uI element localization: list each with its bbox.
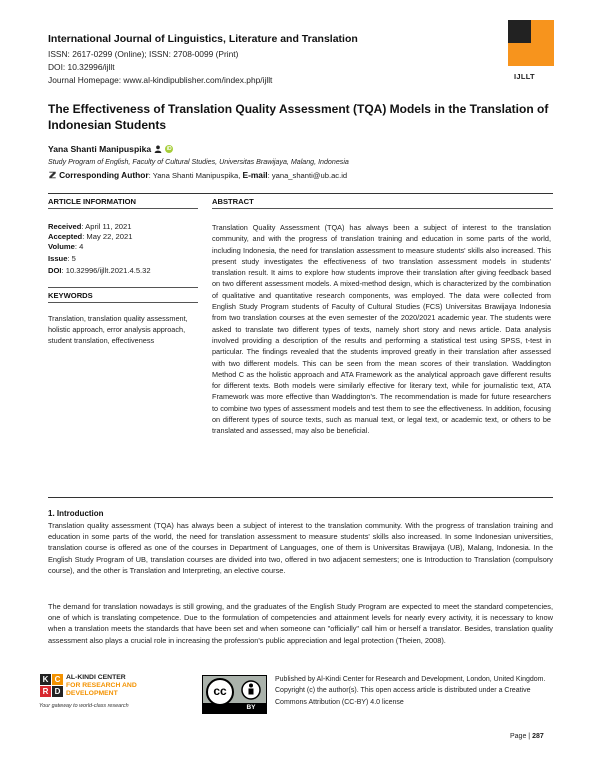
kindi-letter-d: D	[52, 686, 63, 697]
issue: Issue: 5	[48, 254, 76, 263]
journal-homepage[interactable]: Journal Homepage: www.al-kindipublisher.com/index.php/ijllt	[48, 75, 273, 85]
journal-title: International Journal of Linguistics, Literature and Translation	[48, 33, 358, 45]
journal-logo	[508, 20, 554, 86]
keywords-heading: KEYWORDS	[48, 291, 93, 300]
affiliation: Study Program of English, Faculty of Cultural Studies, Universitas Brawijaya, Malang, Indonesia	[48, 158, 349, 166]
divider-top	[48, 193, 553, 194]
page-number: 287	[532, 733, 544, 740]
corresponding-author	[48, 170, 347, 180]
cc-label: cc	[213, 684, 227, 698]
corresponding-icon	[48, 171, 57, 179]
section-heading-introduction: 1. Introduction	[48, 509, 104, 518]
divider-bottom	[48, 497, 553, 498]
kindi-letter-k: K	[40, 674, 51, 685]
page-label: Page |	[510, 733, 531, 740]
page-footer	[510, 733, 544, 740]
divider-abstract	[212, 208, 553, 209]
publisher-name-line1: AL-KINDI CENTER	[66, 674, 126, 681]
divider-keywords-top	[48, 287, 198, 288]
accepted-date: Accepted: May 22, 2021	[48, 232, 133, 241]
publisher-name-line2: FOR RESEARCH AND	[66, 682, 137, 689]
author-name: Yana Shanti Manipuspika	[48, 144, 152, 154]
kindi-letter-c: C	[52, 674, 63, 685]
article-title: The Effectiveness of Translation Quality Assessment (TQA) Models in the Translation of Indonesian Students	[48, 102, 549, 132]
logo-square-dark	[508, 20, 531, 43]
volume: Volume: 4	[48, 242, 84, 251]
orcid-icon[interactable]: iD	[166, 146, 172, 152]
journal-doi: DOI: 10.32996/ijllt	[48, 62, 115, 72]
corresponding-name: : Yana Shanti Manipuspika,	[148, 171, 241, 180]
abstract-text: Translation Quality Assessment (TQA) has always been a subject of interest to the translation community, and with the progress of translation training and education in some parts of the world, including Indonesia, the need for translation assessment to measure students' skills also increased. This present study investigates the effectiveness of two translation assessment models in students' translation result. It aims to explore how students improve their translation after giving feedback based on two different assessment models. A mixed-method design, which is characterized by the combination of qualitative and quantitative research components, was employed. The data were collected from English Study Program students of Faculty of Cultural Studies (FCS) Universitas Brawijaya Indonesia from two translation courses at the even semester of the 2020/2021 academic year. The students were asked to translate two different types of texts, namely short story and news article. Data analysis involved providing a description of the results and performing a statistical test using SPSS, t-test in particular. The findings revealed that the students improved greatly in their translation after assessed with two different models. This can be seen from the mean scores of their translation. Waddington Method C as the holistic approach and ATA Framework as the analytical approach gave different results for different texts. Both models were similarly effective for literary text, while for journalistic text, ATA Framework was more effective than Waddington's. The recommendation is made for future researchers to combine two types of assessment models and test them to see the effectiveness. In addition, focusing on different types of source texts, such as manual text, or legal text, or academic text, or others to be translated and assessed, may also be beneficial.	[212, 223, 551, 436]
publisher-logo	[36, 674, 196, 716]
article-info-heading: ARTICLE INFORMATION	[48, 197, 137, 206]
logo-square-orange-right	[531, 43, 554, 66]
cc-by-badge[interactable]	[202, 675, 267, 714]
corresponding-label: Corresponding Author	[59, 170, 149, 180]
intro-paragraph-2: The demand for translation nowadays is still growing, and the graduates of the English Study Program are expected to meet the standard competencies, one of which is translating competence. Due to the formulation of competencies and attainment levels for nearly every activity, it is necessary to know when a translation meets the standards that have been set and when someone can "officially" call him or herself a translator. Besides, translation quality assessment also plays a crucial role in increasing the profession's public appreciation and legal protection (Theien, 2008).	[48, 602, 553, 645]
publisher-name-line3: DEVELOPMENT	[66, 690, 118, 697]
intro-paragraph-1: Translation quality assessment (TQA) has always been a subject of interest to the translation community. With the progress of translation training and education in some parts of the world, the need for translation assessment to measure students' skills also increased. In some Indonesian universities, translation course is offered as one of the courses in Department of Languages, one of them is Universitas Brawijaya (UB), Malang, Indonesia. In the English Study Program of UB, translation courses are divided into two, offered in two adjacent semesters; one is Introduction to Translation (compulsory course), and the other is Translation and Interpreting, an elective course.	[48, 521, 553, 575]
keywords-text: Translation, translation quality assessment, holistic approach, error analysis approach, student translation, effectiveness	[48, 314, 188, 345]
person-icon	[154, 145, 162, 153]
email-address[interactable]: : yana_shanti@ub.ac.id	[267, 171, 348, 180]
abstract-heading: ABSTRACT	[212, 197, 254, 206]
divider-keywords-bottom	[48, 302, 198, 303]
journal-issn: ISSN: 2617-0299 (Online); ISSN: 2708-0099 (Print)	[48, 49, 239, 59]
email-label: E-mail	[242, 170, 268, 180]
author-line	[48, 144, 173, 154]
license-text: Published by Al-Kindi Center for Research and Development, London, United Kingdom. Copyright (c) the author(s). This open access article is distributed under a Creative Commons Attribution (CC-BY) 4.0 license	[275, 676, 546, 706]
cc-by-label: BY	[246, 704, 256, 711]
logo-square-orange-top	[531, 20, 554, 43]
kindi-letter-r: R	[40, 686, 51, 697]
logo-square-orange-left	[508, 43, 531, 66]
received-date: Received: April 11, 2021	[48, 222, 132, 231]
logo-text: IJLLT	[514, 72, 535, 81]
article-doi[interactable]: DOI: 10.32996/ijllt.2021.4.5.32	[48, 266, 151, 275]
publisher-tagline: Your gateway to world-class research	[39, 703, 129, 709]
divider-info	[48, 208, 198, 209]
